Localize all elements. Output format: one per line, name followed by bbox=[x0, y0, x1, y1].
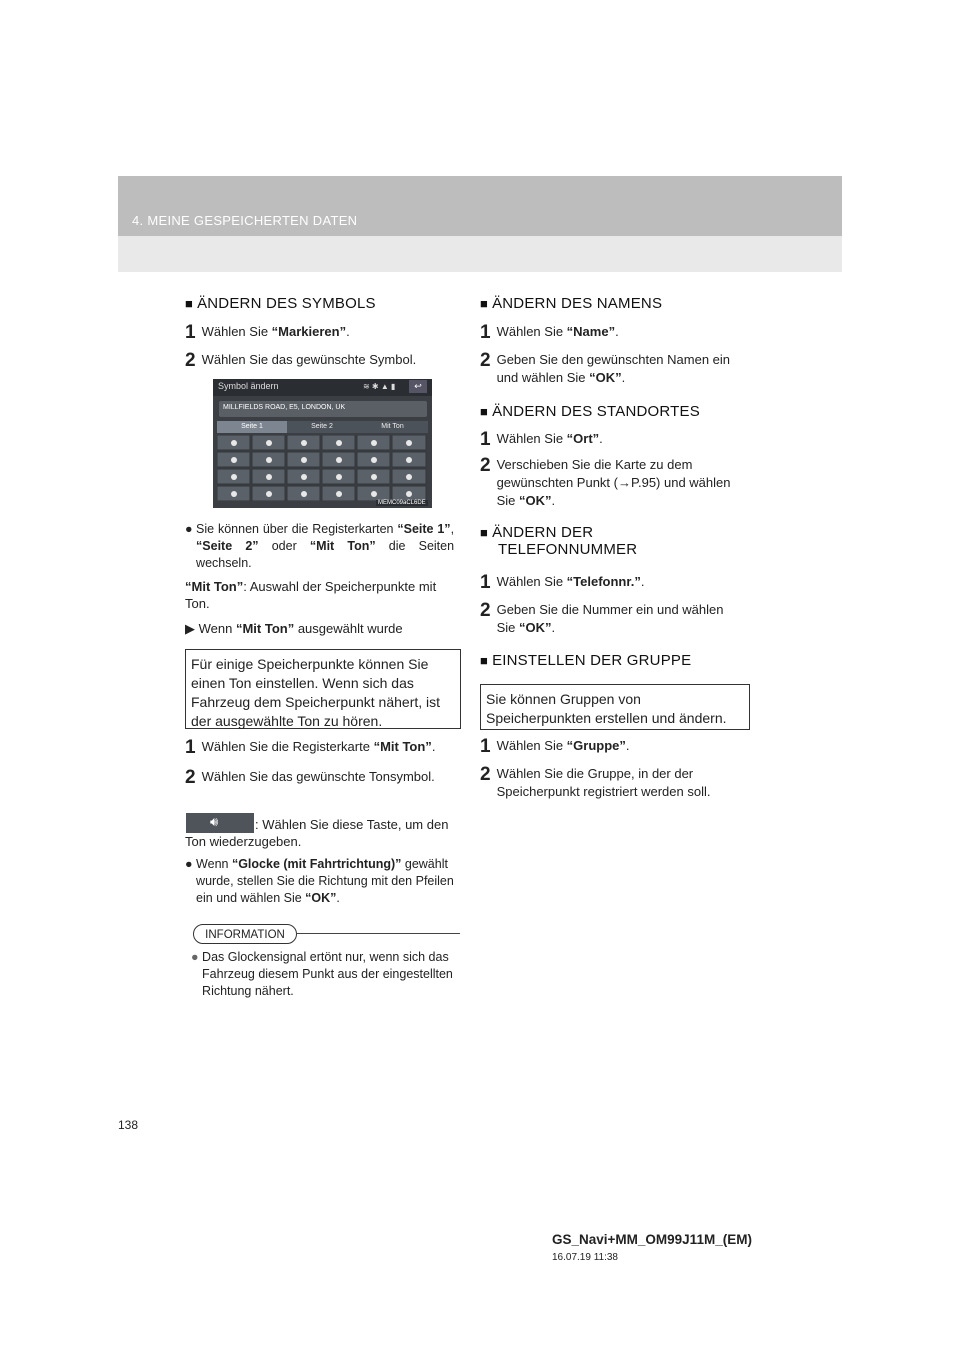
step-select-tab: 1 Wählen Sie die Registerkarte “Mit Ton”. bbox=[185, 737, 436, 758]
step-choose-group: 2 Wählen Sie die Gruppe, in der der Speicherpunkt registriert werden soll. bbox=[480, 764, 711, 799]
doc-date: 16.07.19 11:38 bbox=[552, 1252, 618, 1263]
symbol-screen bbox=[213, 379, 432, 508]
section-title: 4. MEINE GESPEICHERTEN DATEN bbox=[132, 213, 358, 228]
play-description: : Wählen Sie diese Taste, um den Ton wiederzugeben. bbox=[185, 817, 449, 849]
doc-code: GS_Navi+MM_OM99J11M_(EM) bbox=[552, 1232, 752, 1247]
step-select-symbol: 2 Wählen Sie das gewünschte Symbol. bbox=[185, 350, 417, 371]
step-enter-number: 2 Geben Sie die Nummer ein und wählen Sie “OK”. bbox=[480, 600, 724, 635]
heading-change-name: ■ ÄNDERN DES NAMENS bbox=[480, 295, 663, 312]
mitton-description: “Mit Ton”: Auswahl der Speicherpunkte mit Ton. bbox=[185, 579, 437, 611]
status-icons: ≋ ✱ ▲ ▮ bbox=[363, 382, 396, 391]
bullet-bell: ● Wenn “Glocke (mit Fahrtrichtung)” gewählt wurde, stellen Sie die Richtung mit den Pfeilen ein und wählen Sie “OK”. bbox=[185, 857, 454, 905]
heading-change-location: ■ ÄNDERN DES STANDORTES bbox=[480, 403, 700, 420]
tab-seite-2[interactable]: Seite 2 bbox=[287, 421, 357, 433]
step-enter-name: 2 Geben Sie den gewünschten Namen ein und wählen Sie “OK”. bbox=[480, 350, 731, 385]
speaker-icon: 🔊︎ bbox=[210, 814, 219, 829]
symbol-grid[interactable] bbox=[217, 435, 428, 501]
screen-code: MEMC09aCL6DE bbox=[378, 500, 426, 506]
step-select-mark: 1 Wählen Sie “Markieren”. bbox=[185, 322, 350, 343]
step-select-group: 1 Wählen Sie “Gruppe”. bbox=[480, 736, 630, 757]
heading-change-phone: ■ ÄNDERN DER TELEFONNUMMER bbox=[480, 524, 638, 558]
step-select-tone: 2 Wählen Sie das gewünschte Tonsymbol. bbox=[185, 767, 435, 788]
step-select-location: 1 Wählen Sie “Ort”. bbox=[480, 429, 603, 450]
mit-ton-note: Für einige Speicherpunkte können Sie einen Ton einstellen. Wenn sich das Fahrzeug dem Speicherpunkt nähert, ist der ausgewählte Ton zu hören. bbox=[185, 649, 461, 729]
back-icon[interactable]: ↩ bbox=[409, 380, 427, 393]
heading-set-group: ■ EINSTELLEN DER GRUPPE bbox=[480, 652, 692, 669]
step-select-name: 1 Wählen Sie “Name”. bbox=[480, 322, 619, 343]
page-number: 138 bbox=[118, 1118, 139, 1132]
divider bbox=[296, 933, 460, 934]
information-label: INFORMATION bbox=[193, 924, 297, 944]
screen-address: MILLFIELDS ROAD, E5, LONDON, UK bbox=[223, 404, 346, 411]
step-select-phone: 1 Wählen Sie “Telefonnr.”. bbox=[480, 572, 645, 593]
info-text: ● Das Glockensignal ertönt nur, wenn sich das Fahrzeug diesem Punkt aus der eingestellten Richtung nähert. bbox=[191, 950, 453, 998]
tab-seite-1[interactable]: Seite 1 bbox=[217, 421, 287, 433]
group-note: Sie können Gruppen von Speicherpunkten erstellen und ändern. bbox=[480, 684, 750, 730]
heading-change-symbol: ■ ÄNDERN DES SYMBOLS bbox=[185, 295, 376, 312]
screen-title: Symbol ändern bbox=[218, 381, 279, 391]
subhead-mit-ton: ▶ Wenn “Mit Ton” ausgewählt wurde bbox=[185, 621, 403, 636]
step-move-map: 2 Verschieben Sie die Karte zu dem gewünschten Punkt (→P.95) und wählen Sie “OK”. bbox=[480, 455, 731, 508]
tab-mit-ton[interactable]: Mit Ton bbox=[357, 421, 428, 433]
bullet-tabs: ● Sie können über die Registerkarten “Seite 1”, “Seite 2” oder “Mit Ton” die Seiten wechseln. bbox=[185, 522, 455, 570]
